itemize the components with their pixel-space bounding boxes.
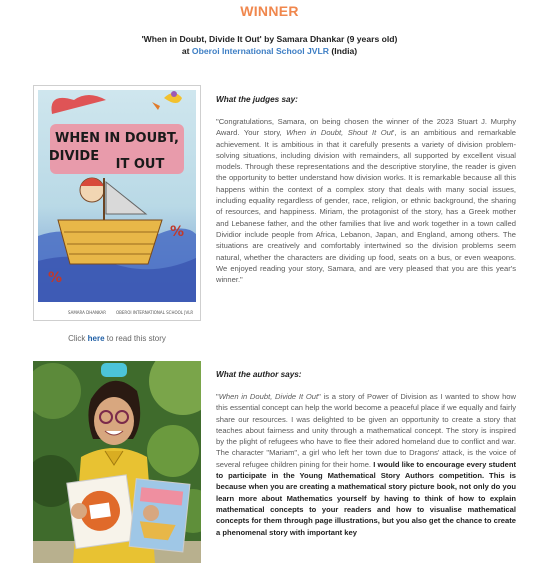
school-link[interactable]: Oberoi International School JVLR [191, 46, 329, 56]
story-credit [0, 33, 539, 57]
at-text: at [181, 46, 192, 56]
cover-school: OBEROI INTERNATIONAL SCHOOL JVLR [116, 310, 194, 315]
author-photo-illustration [33, 361, 201, 563]
school-line [0, 45, 539, 57]
cover-title-3: IT OUT [115, 157, 165, 172]
cover-title-1: WHEN IN DOUBT, [54, 131, 180, 146]
judges-comment [216, 116, 516, 285]
caption-suffix: to read this story [104, 334, 166, 343]
author-quote-open: " [216, 392, 219, 401]
read-story-link[interactable]: here [87, 334, 105, 343]
svg-text:%: % [48, 270, 63, 286]
judges-text-1: "Congratulations, Samara, on being chosen the winner of the 2023 Stuart J. Murphy Award. Your story, [216, 117, 516, 138]
author-text-bold: I would like to encourage every student to participate in the Young Mathematical Story Authors competition. This is because when you are creating a mathematical story picture book, not only do you learn more about Mathematics yourself by having to think of how to explain mathematical concepts to your readers and how to visualise mathematical concepts for them through page illustrations, but you also get the chance to create a phenomenal story with important key [216, 459, 516, 537]
story-title-author: 'When in Doubt, Divide It Out' by Samara Dhankar (9 years old) [141, 34, 398, 44]
winner-heading: WINNER [240, 3, 299, 19]
author-title: What the author says: [216, 370, 302, 379]
author-comment [216, 391, 516, 538]
author-photo [33, 361, 201, 563]
book-cover-illustration [34, 86, 200, 320]
caption-prefix: Click [68, 334, 88, 343]
cover-author: SAMARA DHANKAR [68, 310, 107, 315]
svg-text:%: % [170, 224, 185, 240]
judges-story-title: When in Doubt, Shout It Out [286, 128, 393, 138]
read-story-caption [33, 334, 201, 343]
cover-title-2: DIVIDE [48, 149, 100, 164]
author-text-1: " is a story of Power of Division as I wanted to show how this essential concept can help the world become a peaceful place if we equally and fairly share our resources. I was delighted to be given an opportunity to create a story that teaches about fairness and unity through a mathematical concept. The story is inspired by the plight of refugees who have to flee their adored homeland due to conflict and war. The character "Mariam", a girl who left her town due to Dragons' attack, is the voice of several refugee children pining for their home. [216, 392, 517, 469]
judges-text-2: ', is an ambitious and remarkable achievement. It is ambitious in that it carefully presents a variety of division problem-solving situations, including division with remainders, all supported by excellent visual models. Through these representations and the descriptive storyline, the reader is given the opportunity to better understand how division works. It is remarkable because all this happens within the context of a complex story that deals with many social issues, including equality regardless of gender, race, religion, or ethnic background, the sharing of resources, and happiness. Miriam, the protagonist of the story, has a Greek mother and Lebanese father, and the other families that live and work together in a town called Dividior include people from Africa, Lebanon, Japan, and England, among others. The situations are creatively and comfortably intertwined so the division problems seem natural, whether the characters are dividing up food, seats on a bus, or even weapons. We enjoyed reading your story, Samara, and are very pleased that you are this year's winner." [216, 128, 516, 285]
judges-title: What the judges say: [216, 95, 298, 104]
book-cover-image[interactable] [33, 85, 201, 321]
country-text: (India) [328, 46, 358, 56]
author-story-title: When in Doubt, Divide It Out [218, 392, 319, 401]
